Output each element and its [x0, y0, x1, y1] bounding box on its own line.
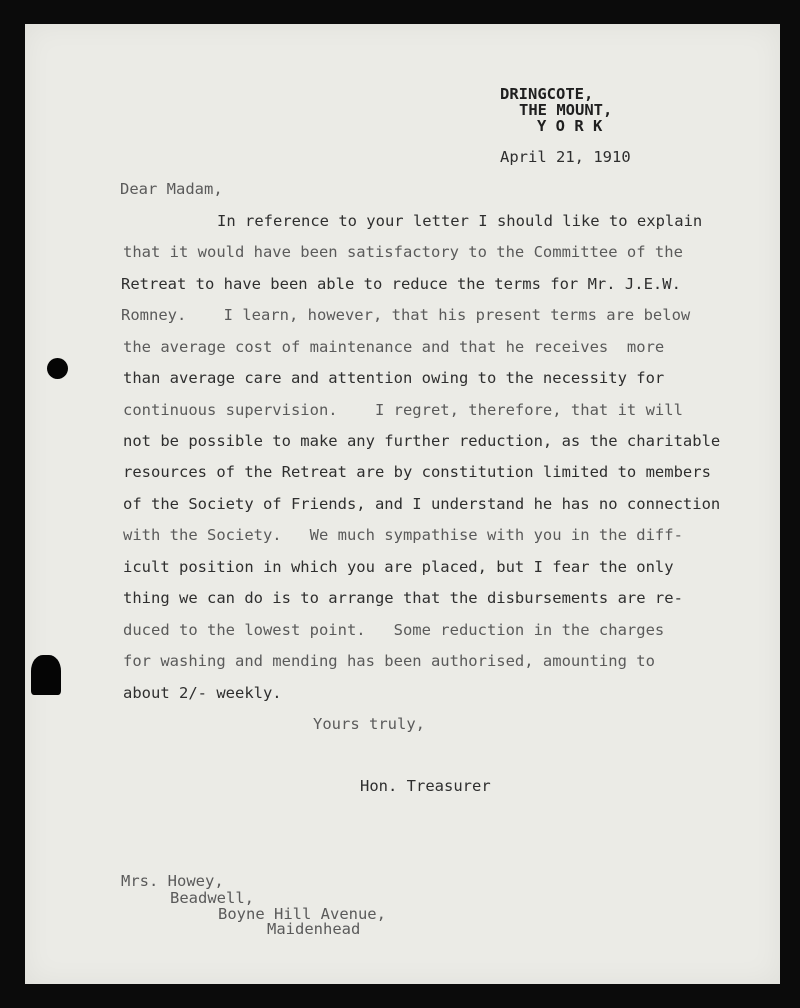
body-line-9: resources of the Retreat are by constitution limited to members	[123, 463, 711, 481]
body-line-1: In reference to your letter I should like to explain	[217, 212, 703, 230]
body-line-11: with the Society. We much sympathise with you in the diff-	[123, 526, 683, 544]
body-line-14: duced to the lowest point. Some reduction in the charges	[123, 621, 665, 639]
body-line-12: icult position in which you are placed, but I fear the only	[123, 558, 674, 576]
salutation: Dear Madam,	[120, 180, 223, 198]
signature-title: Hon. Treasurer	[360, 777, 491, 795]
punch-hole	[47, 358, 68, 379]
recipient-house: Beadwell,	[170, 889, 254, 907]
body-line-3: Retreat to have been able to reduce the terms for Mr. J.E.W.	[121, 275, 681, 293]
body-line-15: for washing and mending has been authorised, amounting to	[123, 652, 655, 670]
letter-date: April 21, 1910	[500, 148, 631, 166]
body-line-2: that it would have been satisfactory to the Committee of the	[123, 243, 683, 261]
body-line-4: Romney. I learn, however, that his present terms are below	[121, 306, 691, 324]
body-line-7: continuous supervision. I regret, therefore, that it will	[123, 401, 683, 419]
body-line-5: the average cost of maintenance and that he receives more	[123, 338, 665, 356]
letterhead-line-1: DRINGCOTE,	[500, 85, 594, 103]
recipient-town: Maidenhead	[267, 920, 361, 938]
recipient-street: Boyne Hill Avenue,	[218, 905, 386, 923]
letterhead-line-3: Y O R K	[537, 117, 603, 135]
closing: Yours truly,	[313, 715, 425, 733]
body-line-13: thing we can do is to arrange that the disbursements are re-	[123, 589, 683, 607]
recipient-name: Mrs. Howey,	[121, 872, 224, 890]
body-line-10: of the Society of Friends, and I understand he has no connection	[123, 495, 721, 513]
body-line-8: not be possible to make any further reduction, as the charitable	[123, 432, 721, 450]
letterhead-line-2: THE MOUNT,	[519, 101, 613, 119]
body-line-6: than average care and attention owing to the necessity for	[123, 369, 665, 387]
body-line-16: about 2/- weekly.	[123, 684, 282, 702]
clip-mark	[31, 655, 61, 695]
